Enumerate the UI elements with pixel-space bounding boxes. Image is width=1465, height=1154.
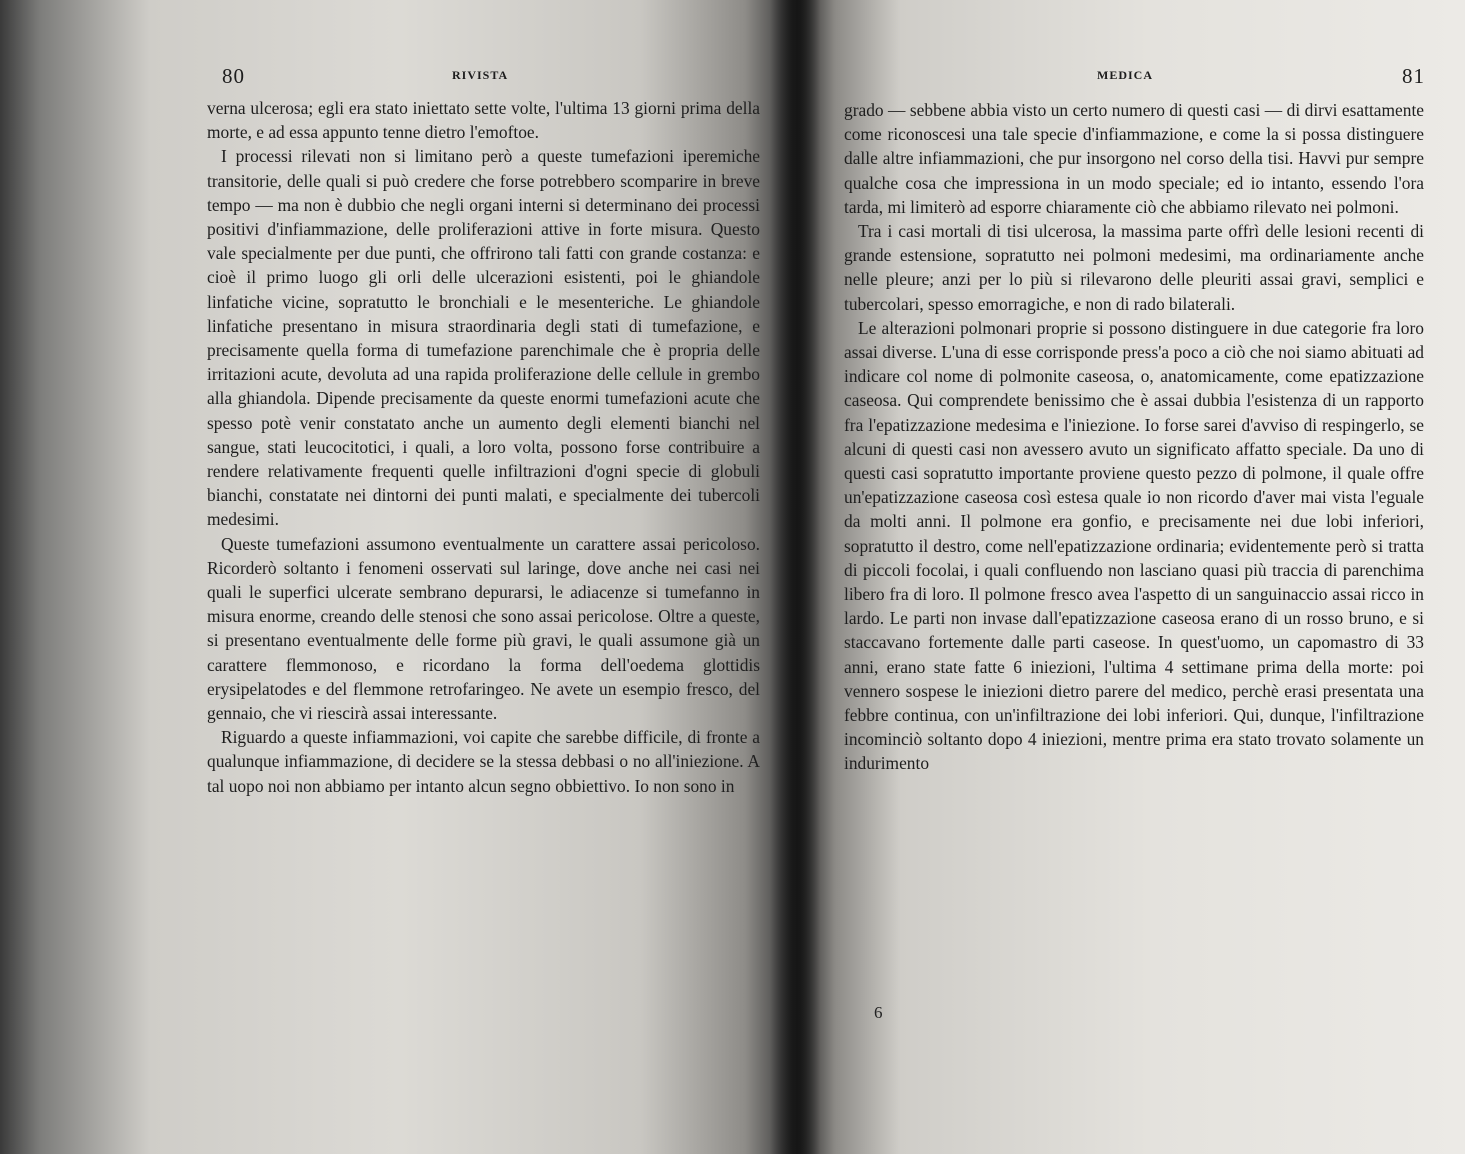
folio-signature: 6 bbox=[874, 1003, 883, 1022]
right-page bbox=[800, 0, 1465, 1154]
paragraph: verna ulcerosa; egli era stato iniettato sette volte, l'ultima 13 giorni prima della morte, e ad essa appunto tenne dietro l'emoftoe. bbox=[207, 98, 760, 143]
paragraph: Riguardo a queste infiammazioni, voi capite che sarebbe difficile, di fronte a qualunque infiammazione, di decidere se la stessa debbasi o no all'iniezione. A tal uopo noi non abbiamo per intanto alcun segno obbiettivo. Io non sono in bbox=[207, 727, 760, 796]
page-number: 80 bbox=[222, 64, 245, 88]
right-page-body bbox=[844, 98, 1424, 776]
paragraph: Tra i casi mortali di tisi ulcerosa, la massima parte offrì delle lesioni recenti di grande estensione, sopratutto nei polmoni medesimi, ma ordinariamente anche nelle pleure; anzi per lo più si rilevarono delle pleuriti assai gravi, semplici e tubercolari, spesso emorragiche, e non di rado bilaterali. bbox=[844, 221, 1424, 314]
paragraph: I processi rilevati non si limitano però a queste tumefazioni iperemiche transitorie, delle quali si può credere che forse potrebbero scomparire in breve tempo — ma non è dubbio che negli organi interni si determinano dei processi positivi d'infiammazione, delle proliferazioni attive in forte misura. Questo vale specialmente per due punti, che offrirono tali fatti con grande costanza: e cioè il primo luogo gli orli delle ulcerazioni esistenti, poi le ghiandole linfatiche vicine, sopratutto le bronchiali e le mesenteriche. Le ghiandole linfatiche presentano in misura straordinaria degli stati di tumefazione, e precisamente quella forma di tumefazione parenchimale che è propria delle irritazioni acute, devoluta ad una rapida proliferazione delle cellule in grembo alla ghiandola. Dipende precisamente da queste enormi tumefazioni acute che spesso potè venir constatato anche un aumento degli elementi bianchi nel sangue, stati leucocitotici, i quali, a loro volta, possono forse contribuire a rendere relativamente frequenti quelle infiltrazioni d'ogni specie di globuli bianchi, constatate nei dintorni dei punti malati, e specialmente dei tubercoli medesimi. bbox=[207, 146, 760, 530]
running-head: MEDICA bbox=[1097, 68, 1153, 82]
page-number: 81 bbox=[1402, 64, 1425, 88]
paragraph: Le alterazioni polmonari proprie si possono distinguere in due categorie fra loro assai diverse. L'una di esse corrisponde press'a poco a ciò che noi siamo abituati ad indicare col nome di polmonite caseosa, o, anatomicamente, come epatizzazione caseosa. Qui comprendete benissimo che è assai dubbia l'esistenza di un rapporto fra l'epatizzazione medesima e l'iniezione. Io forse sarei d'avviso di respingerlo, se alcuni di questi casi non avessero avuto un significato affatto speciale. Da uno di questi casi sopratutto importante proviene questo pezzo di polmone, il quale offre un'epatizzazione caseosa così estesa quale io non ricordo d'aver mai vista l'eguale da molti anni. Il polmone era gonfio, e precisamente nei due lobi inferiori, sopratutto il destro, come nell'epatizzazione ordinaria; evidentemente però si tratta di piccoli focolai, i quali confluendo non lasciano quasi più traccia di parenchima libero fra di loro. Il polmone fresco avea l'aspetto di un sanguinaccio assai ricco in lardo. Le parti non invase dall'epatizzazione caseosa erano di un rosso bruno, e si staccavano fortemente dalle parti caseose. In quest'uomo, un capomastro di 33 anni, erano state fatte 6 iniezioni, l'ultima 4 settimane prima della morte: poi vennero sospese le iniezioni dietro parere del medico, perchè erasi presentata una febbre continua, con un'infiltrazione dei lobi inferiori. Qui, dunque, l'infiltrazione incominciò soltanto dopo 4 iniezioni, mentre prima era stato trovato solamente un indurimento bbox=[844, 317, 1424, 774]
left-page-body bbox=[207, 96, 760, 798]
running-head: RIVISTA bbox=[452, 68, 509, 82]
right-page-header bbox=[830, 64, 1425, 88]
paragraph: grado — sebbene abbia visto un certo numero di questi casi — di dirvi esattamente come riconoscesi una tale specie d'infiammazione, e come la si possa distinguere dalle altre infiammazioni, che pur insorgono nel corso della tisi. Havvi pur sempre qualche cosa che impressiona in un modo speciale; ed io intanto, essendo l'ora tarda, mi limiterò ad esporre chiaramente ciò che abbiamo rilevato nei polmoni. bbox=[844, 100, 1424, 217]
left-page-header bbox=[200, 64, 760, 88]
paragraph: Queste tumefazioni assumono eventualmente un carattere assai pericoloso. Ricorderò soltanto i fenomeni osservati sul laringe, dove anche nei casi nei quali le superfici ulcerate sembrano depurarsi, le adiacenze si tumefanno in misura enorme, creando delle stenosi che sono assai pericolose. Oltre a queste, si presentano eventualmente delle forme più gravi, le quali assumone già un carattere flemmonoso, e ricordano la forma dell'oedema glottidis erysipelatodes e del flemmone retrofaringeo. Ne avete un esempio fresco, del gennaio, che vi riescirà assai interessante. bbox=[207, 533, 760, 724]
